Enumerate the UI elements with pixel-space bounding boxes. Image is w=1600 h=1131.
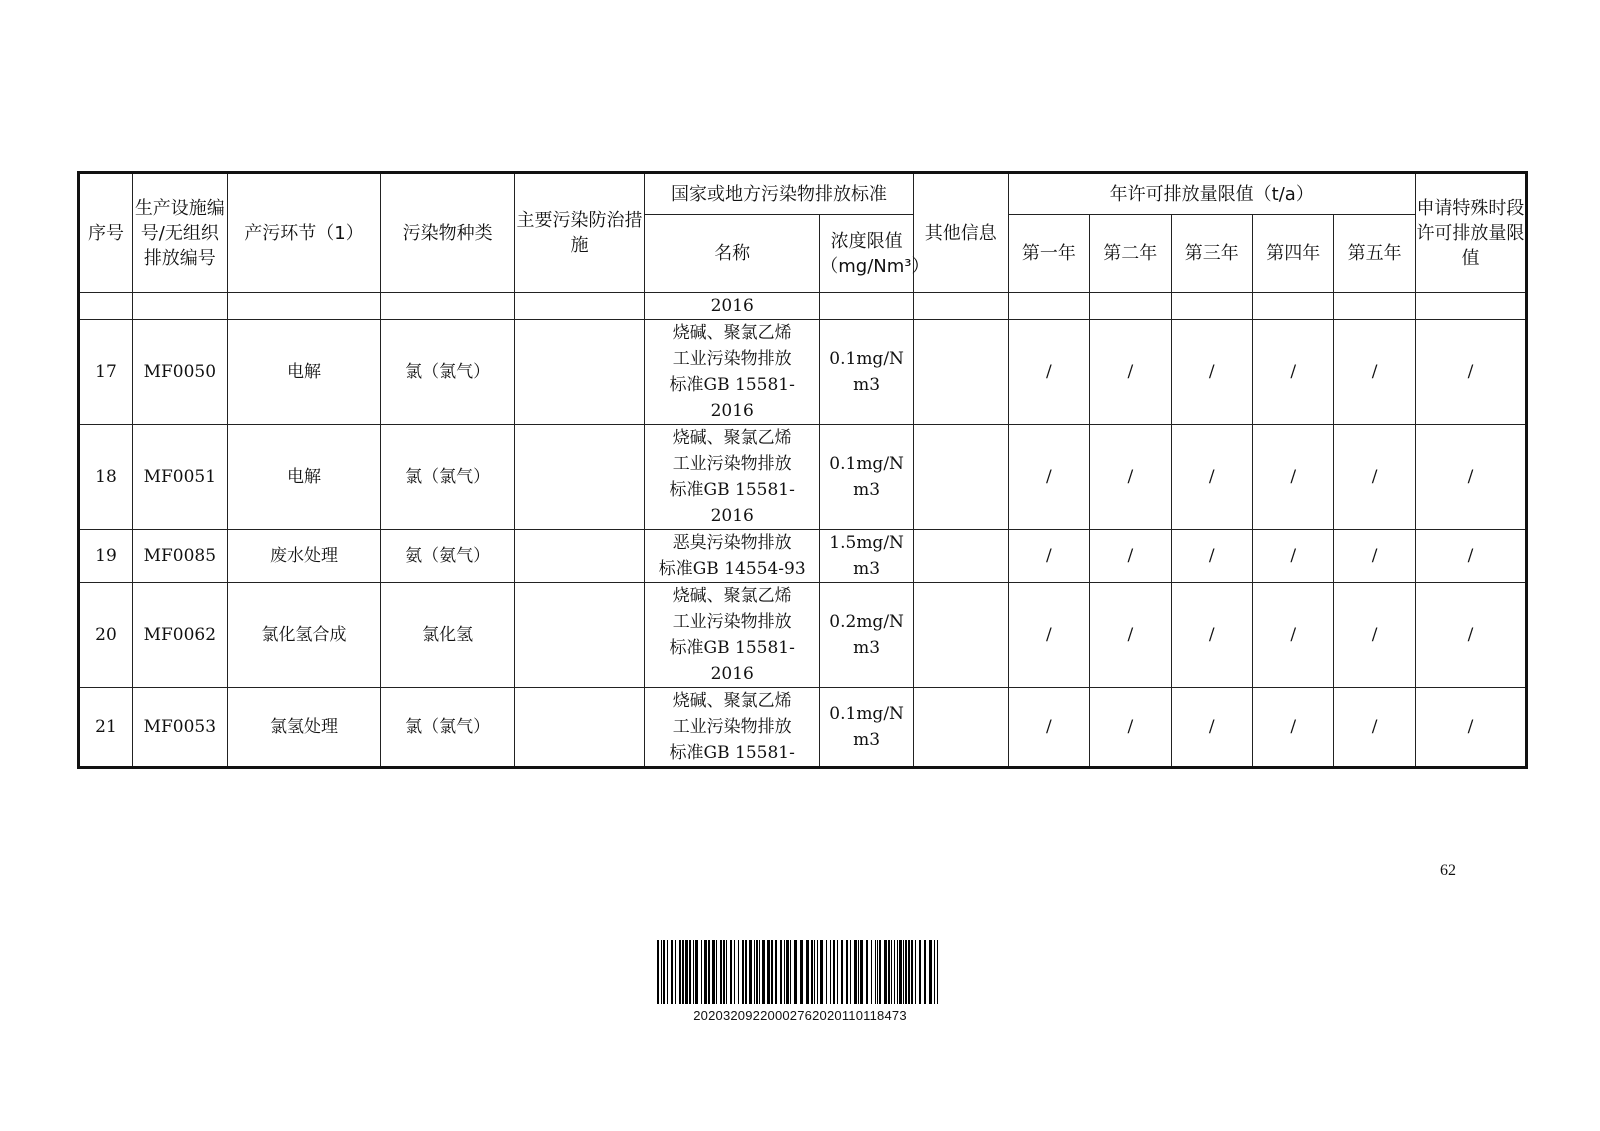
cell-year-3: / xyxy=(1171,425,1252,530)
header-year-1: 第一年 xyxy=(1008,215,1089,293)
standard-line: 烧碱、聚氯乙烯 xyxy=(672,691,792,711)
cell-year-5: / xyxy=(1334,320,1415,425)
cell-facility-code: MF0085 xyxy=(132,530,227,583)
standard-line: 2016 xyxy=(710,401,754,421)
cell-process: 废水处理 xyxy=(227,530,381,583)
table-row xyxy=(79,320,1527,425)
cell-pollutant: 氯化氢 xyxy=(381,583,514,688)
cell-control-measures xyxy=(514,320,644,425)
cell-standard-name xyxy=(645,425,820,530)
cell-special-period: / xyxy=(1415,425,1526,530)
cell-year-3: / xyxy=(1171,530,1252,583)
cell-standard-name xyxy=(645,320,820,425)
standard-line: 标准GB 15581- xyxy=(669,480,795,500)
standard-line: 烧碱、聚氯乙烯 xyxy=(672,428,792,448)
cell-concentration-limit: 0.1mg/Nm3 xyxy=(820,688,914,768)
cell-seq: 19 xyxy=(79,530,133,583)
standard-line: 标准GB 15581- xyxy=(669,743,795,763)
cell-standard-continuation: 2016 xyxy=(645,293,820,320)
cell-concentration-limit: 0.1mg/Nm3 xyxy=(820,425,914,530)
cell-other-info xyxy=(913,425,1008,530)
cell-facility-code: MF0051 xyxy=(132,425,227,530)
standard-line: 2016 xyxy=(710,506,754,526)
cell-year-3: / xyxy=(1171,688,1252,768)
header-facility-code: 生产设施编号/无组织排放编号 xyxy=(132,173,227,293)
standard-line: 工业污染物排放 xyxy=(672,717,792,737)
header-control-measures: 主要污染防治措施 xyxy=(514,173,644,293)
cell-standard-name xyxy=(645,530,820,583)
cell-other-info xyxy=(913,320,1008,425)
cell-process: 氯化氢合成 xyxy=(227,583,381,688)
cell-process: 氯氢处理 xyxy=(227,688,381,768)
standard-line: 烧碱、聚氯乙烯 xyxy=(672,586,792,606)
cell-control-measures xyxy=(514,425,644,530)
standard-line: 标准GB 15581- xyxy=(669,638,795,658)
header-process: 产污环节（1） xyxy=(227,173,381,293)
header-concentration-limit: 浓度限值（mg/Nm³） xyxy=(820,215,914,293)
cell-year-2: / xyxy=(1090,688,1171,768)
cell-facility-code: MF0053 xyxy=(132,688,227,768)
cell-year-5: / xyxy=(1334,688,1415,768)
cell-year-4: / xyxy=(1252,425,1333,530)
standard-line: 恶臭污染物排放 xyxy=(672,533,792,553)
cell-other-info xyxy=(913,583,1008,688)
cell-year-5: / xyxy=(1334,425,1415,530)
standard-line: 工业污染物排放 xyxy=(672,612,792,632)
cell-other-info xyxy=(913,530,1008,583)
header-year-4: 第四年 xyxy=(1252,215,1333,293)
cell-control-measures xyxy=(514,583,644,688)
table-row xyxy=(79,583,1527,688)
cell-seq: 20 xyxy=(79,583,133,688)
cell-year-2: / xyxy=(1090,320,1171,425)
table-row xyxy=(79,688,1527,768)
cell-concentration-limit: 0.2mg/Nm3 xyxy=(820,583,914,688)
header-annual-limit-group: 年许可排放量限值（t/a） xyxy=(1008,173,1415,215)
cell-pollutant: 氨（氨气） xyxy=(381,530,514,583)
cell-year-2: / xyxy=(1090,583,1171,688)
cell-concentration-limit: 0.1mg/Nm3 xyxy=(820,320,914,425)
cell-control-measures xyxy=(514,688,644,768)
cell-process: 电解 xyxy=(227,320,381,425)
cell-year-4: / xyxy=(1252,583,1333,688)
barcode-number: 20203209220002762020110118473 xyxy=(693,1008,907,1023)
emission-permit-table xyxy=(77,171,1528,769)
header-special-period: 申请特殊时段许可排放量限值 xyxy=(1415,173,1526,293)
header-seq: 序号 xyxy=(79,173,133,293)
cell-standard-name xyxy=(645,688,820,768)
cell-special-period: / xyxy=(1415,688,1526,768)
table-row xyxy=(79,530,1527,583)
cell-year-1: / xyxy=(1008,320,1089,425)
cell-pollutant: 氯（氯气） xyxy=(381,688,514,768)
standard-line: 标准GB 15581- xyxy=(669,375,795,395)
standard-line: 烧碱、聚氯乙烯 xyxy=(672,323,792,343)
cell-seq: 17 xyxy=(79,320,133,425)
cell-special-period: / xyxy=(1415,320,1526,425)
cell-facility-code: MF0062 xyxy=(132,583,227,688)
header-year-2: 第二年 xyxy=(1090,215,1171,293)
barcode-image xyxy=(657,940,943,1004)
cell-year-1: / xyxy=(1008,688,1089,768)
cell-standard-name xyxy=(645,583,820,688)
page-number: 62 xyxy=(1440,862,1456,879)
cell-pollutant: 氯（氯气） xyxy=(381,320,514,425)
header-other-info: 其他信息 xyxy=(913,173,1008,293)
cell-year-4: / xyxy=(1252,688,1333,768)
header-year-5: 第五年 xyxy=(1334,215,1415,293)
cell-year-5: / xyxy=(1334,583,1415,688)
cell-year-2: / xyxy=(1090,425,1171,530)
header-pollutant: 污染物种类 xyxy=(381,173,514,293)
header-standard-group: 国家或地方污染物排放标准 xyxy=(645,173,914,215)
cell-year-4: / xyxy=(1252,530,1333,583)
cell-special-period: / xyxy=(1415,583,1526,688)
table-row xyxy=(79,425,1527,530)
cell-process: 电解 xyxy=(227,425,381,530)
cell-other-info xyxy=(913,688,1008,768)
cell-year-3: / xyxy=(1171,320,1252,425)
standard-line: 工业污染物排放 xyxy=(672,454,792,474)
cell-year-5: / xyxy=(1334,530,1415,583)
cell-special-period: / xyxy=(1415,530,1526,583)
cell-year-1: / xyxy=(1008,583,1089,688)
cell-seq: 21 xyxy=(79,688,133,768)
continuation-row xyxy=(79,293,1527,320)
standard-line: 工业污染物排放 xyxy=(672,349,792,369)
header-standard-name: 名称 xyxy=(645,215,820,293)
cell-year-1: / xyxy=(1008,530,1089,583)
cell-year-3: / xyxy=(1171,583,1252,688)
cell-control-measures xyxy=(514,530,644,583)
cell-concentration-limit: 1.5mg/Nm3 xyxy=(820,530,914,583)
cell-year-1: / xyxy=(1008,425,1089,530)
cell-seq: 18 xyxy=(79,425,133,530)
cell-year-2: / xyxy=(1090,530,1171,583)
standard-line: 2016 xyxy=(710,664,754,684)
cell-pollutant: 氯（氯气） xyxy=(381,425,514,530)
cell-facility-code: MF0050 xyxy=(132,320,227,425)
standard-line: 标准GB 14554-93 xyxy=(658,559,806,579)
cell-year-4: / xyxy=(1252,320,1333,425)
header-year-3: 第三年 xyxy=(1171,215,1252,293)
